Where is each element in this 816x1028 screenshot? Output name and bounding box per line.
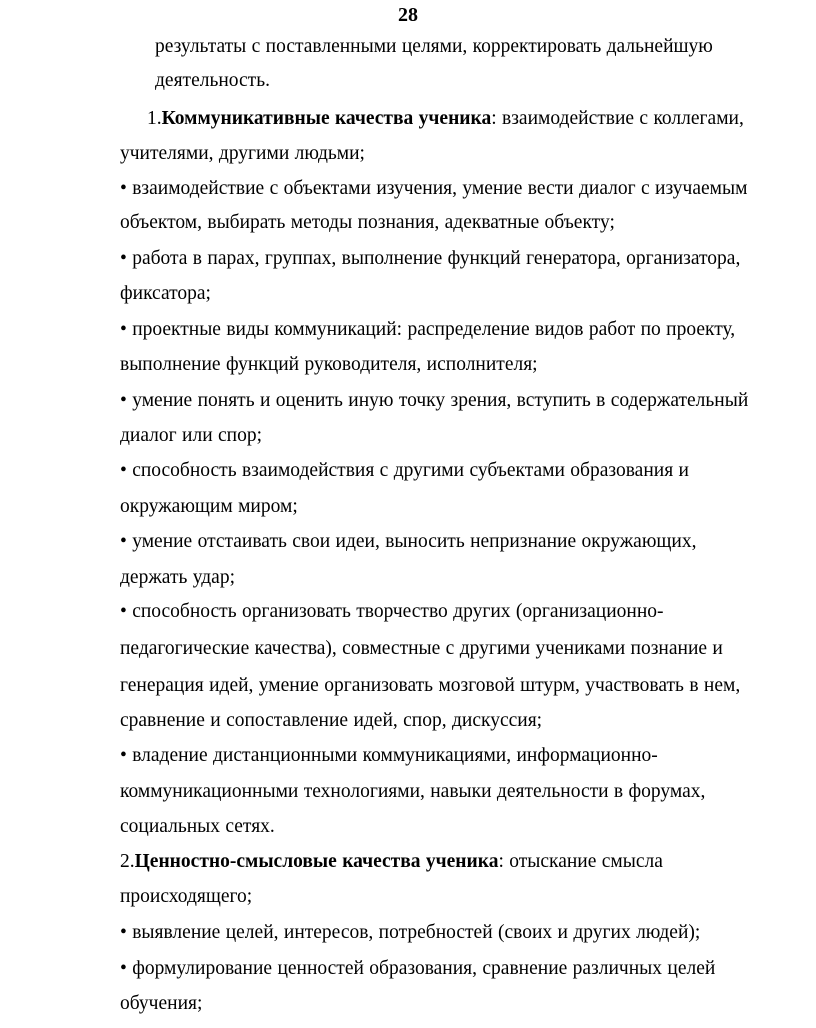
text-line: выполнение функций руководителя, исполнителя; [120, 354, 538, 375]
bullet-line: • умение понять и оценить иную точку зрения, вступить в содержательный [120, 390, 749, 411]
text-line: диалог или спор; [120, 425, 263, 446]
bullet-line: • владение дистанционными коммуникациями, информационно- [120, 745, 658, 766]
bullet-line: • выявление целей, интересов, потребностей (своих и других людей); [120, 922, 701, 943]
text-line: результаты с поставленными целями, корректировать дальнейшую [155, 36, 713, 57]
text-line: сравнение и сопоставление идей, спор, дискуссия; [120, 710, 543, 731]
text-line: окружающим миром; [120, 496, 298, 517]
text-line: объектом, выбирать методы познания, адекватные объекту; [120, 212, 615, 233]
bullet-line: • способность организовать творчество других (организационно- [120, 601, 664, 622]
page-number: 28 [398, 4, 418, 26]
bullet-line: • способность взаимодействия с другими субъектами образования и [120, 460, 689, 481]
item-text: : взаимодействие с коллегами, [491, 108, 744, 129]
text-line: держать удар; [120, 567, 236, 588]
text-line: происходящего; [120, 886, 253, 907]
numbered-item-2 [120, 849, 663, 875]
numbered-item-1 [147, 106, 744, 132]
item-number: 2. [120, 851, 135, 872]
bullet-line: • работа в парах, группах, выполнение функций генератора, организатора, [120, 248, 741, 269]
bullet-line: • проектные виды коммуникаций: распределение видов работ по проекту, [120, 319, 736, 340]
text-line: коммуникационными технологиями, навыки деятельности в форумах, [120, 781, 706, 802]
text-line: фиксатора; [120, 283, 211, 304]
text-line: педагогические качества), совместные с другими учениками познание и [120, 638, 723, 659]
bullet-line: • умение отстаивать свои идеи, выносить непризнание окружающих, [120, 531, 697, 552]
item-number: 1. [147, 108, 162, 129]
text-line: социальных сетях. [120, 816, 275, 837]
item-heading: Ценностно-смысловые качества ученика [134, 851, 499, 872]
bullet-line: • взаимодействие с объектами изучения, умение вести диалог с изучаемым [120, 178, 748, 199]
text-line: обучения; [120, 993, 203, 1014]
item-heading: Коммуникативные качества ученика [161, 108, 492, 129]
text-line: деятельность. [155, 70, 270, 91]
text-line: учителями, другими людьми; [120, 143, 365, 164]
bullet-line: • формулирование ценностей образования, сравнение различных целей [120, 958, 716, 979]
text-line: генерация идей, умение организовать мозговой штурм, участвовать в нем, [120, 675, 741, 696]
item-text: : отыскание смысла [498, 851, 663, 872]
